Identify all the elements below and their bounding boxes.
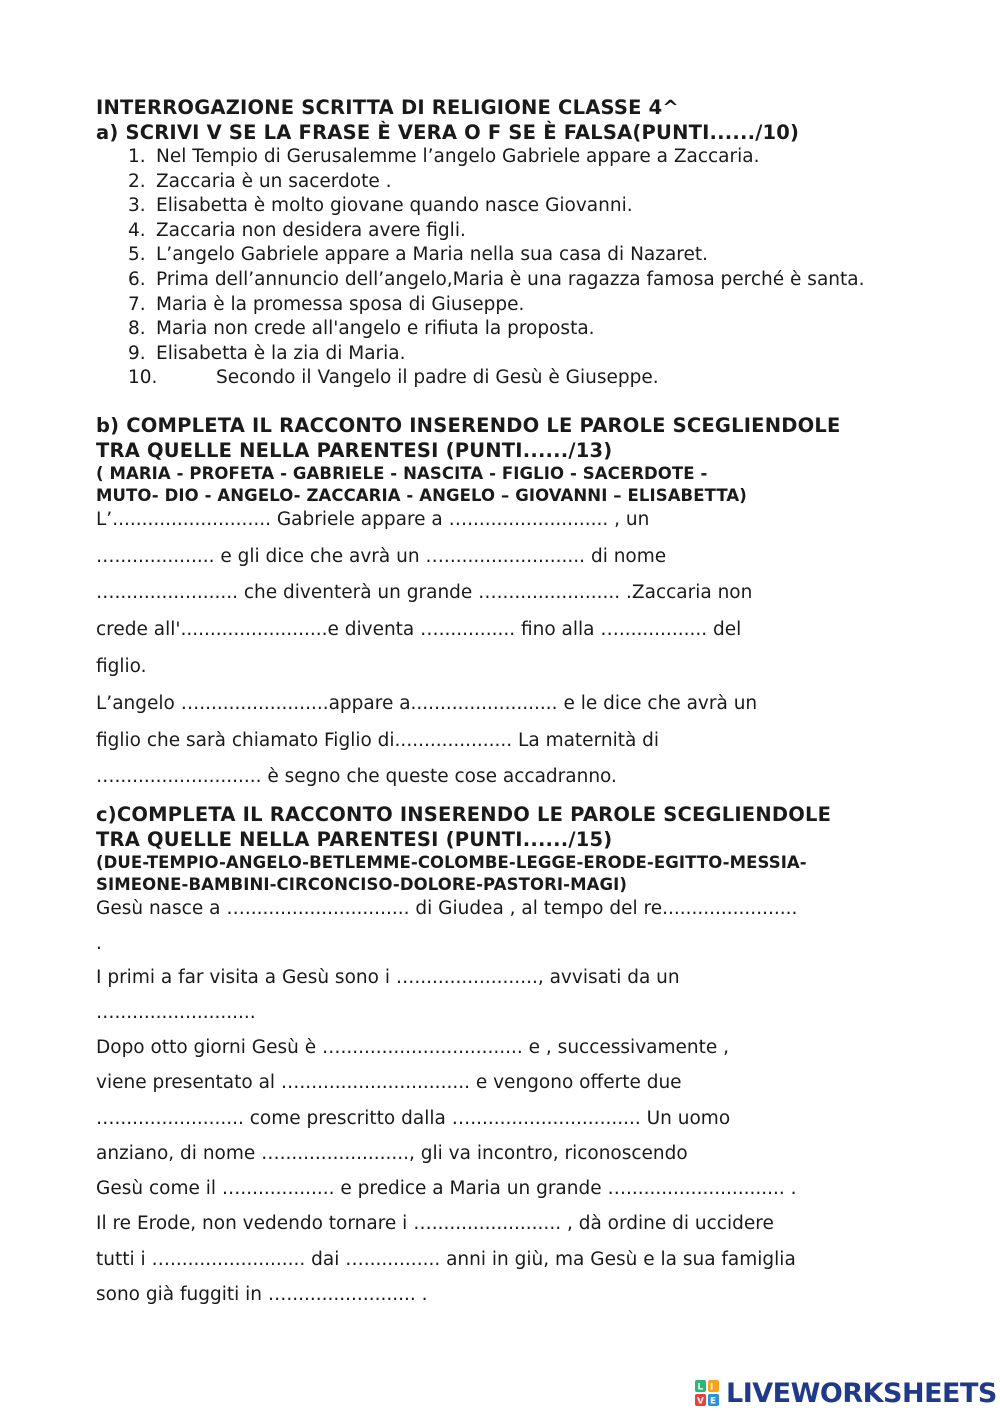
fill-in-line: Il re Erode, non vedendo tornare i …...................... , dà ordine di uccidere bbox=[96, 1213, 774, 1234]
item-number: 1. bbox=[128, 146, 146, 167]
list-item bbox=[128, 268, 888, 293]
list-item bbox=[128, 342, 888, 367]
fill-in-line: …................. e gli dice che avrà un …........................ di nome bbox=[96, 546, 667, 567]
section-b-heading: TRA QUELLE NELLA PARENTESI (PUNTI....../13) bbox=[96, 439, 613, 462]
item-text: Maria è la promessa sposa di Giuseppe. bbox=[156, 293, 525, 315]
list-item bbox=[128, 170, 888, 195]
item-text: Zaccaria non desidera avere figli. bbox=[156, 219, 466, 241]
fill-in-line: figlio che sarà chiamato Figlio di.................... La maternità di bbox=[96, 730, 660, 751]
item-text: Prima dell’annuncio dell’angelo,Maria è una ragazza famosa perché è santa. bbox=[156, 268, 865, 290]
worksheet-title: INTERROGAZIONE SCRITTA DI RELIGIONE CLASSE 4^ bbox=[96, 96, 679, 119]
svg-text:E: E bbox=[710, 1396, 717, 1407]
item-number: 4. bbox=[128, 219, 146, 241]
item-text: Nel Tempio di Gerusalemme l’angelo Gabriele appare a Zaccaria. bbox=[156, 146, 760, 167]
list-item bbox=[128, 145, 888, 170]
fill-in-line: Gesù nasce a …............................ di Giudea , al tempo del re....................... bbox=[96, 898, 798, 919]
fill-in-line: L’........................... Gabriele appare a …........................ , un bbox=[96, 509, 650, 530]
section-b-heading: b) COMPLETA IL RACCONTO INSERENDO LE PAROLE SCEGLIENDOLE bbox=[96, 414, 841, 437]
fill-in-line: …......................... è segno che queste cose accadranno. bbox=[96, 766, 617, 787]
liveworksheets-logo bbox=[694, 1376, 997, 1410]
item-text: Elisabetta è la zia di Maria. bbox=[156, 342, 406, 364]
item-number: 8. bbox=[128, 318, 146, 340]
section-b-word-bank: MUTO- DIO - ANGELO- ZACCARIA - ANGELO – GIOVANNI – ELISABETTA) bbox=[96, 486, 747, 505]
item-text: Zaccaria è un sacerdote . bbox=[156, 170, 392, 192]
item-number: 2. bbox=[128, 170, 146, 192]
fill-in-line: I primi a far visita a Gesù sono i …....................., avvisati da un bbox=[96, 967, 680, 988]
fill-in-line: anziano, di nome …......................, gli va incontro, riconoscendo bbox=[96, 1143, 688, 1164]
fill-in-line: …........................ bbox=[96, 1002, 256, 1023]
list-item bbox=[128, 293, 888, 318]
svg-text:L: L bbox=[697, 1382, 704, 1393]
list-item bbox=[128, 219, 888, 244]
fill-in-line: L’angelo …......................appare a......................... e le dice che avrà un bbox=[96, 693, 758, 714]
item-text: Maria non crede all'angelo e rifiuta la proposta. bbox=[156, 318, 595, 340]
section-b-word-bank: ( MARIA - PROFETA - GABRIELE - NASCITA - FIGLIO - SACERDOTE - bbox=[96, 464, 708, 483]
list-item bbox=[128, 194, 888, 219]
svg-text:I: I bbox=[710, 1382, 714, 1393]
list-item bbox=[128, 366, 888, 391]
fill-in-line: Gesù come il …................ e predice a Maria un grande …........................... . bbox=[96, 1178, 797, 1199]
fill-in-line: …...................... come prescritto dalla …............................. Un uomo bbox=[96, 1108, 731, 1129]
item-number: 10. bbox=[128, 367, 158, 389]
fill-in-line: Dopo otto giorni Gesù è …............................... e , successivamente , bbox=[96, 1037, 730, 1058]
item-number: 6. bbox=[128, 268, 146, 290]
item-number: 7. bbox=[128, 293, 146, 315]
fill-in-line: tutti i …....................... dai …............. anni in giù, ma Gesù e la sua famiglia bbox=[96, 1249, 796, 1270]
liveworksheets-logo-icon bbox=[694, 1378, 722, 1408]
fill-in-line: viene presentato al …............................. e vengono offerte due bbox=[96, 1072, 682, 1093]
svg-text:V: V bbox=[697, 1396, 704, 1407]
list-item bbox=[128, 243, 888, 268]
item-text: Secondo il Vangelo il padre di Gesù è Giuseppe. bbox=[216, 367, 659, 389]
fill-in-line: crede all'.........................e diventa …............. fino alla …............... del bbox=[96, 619, 742, 640]
section-c-heading: TRA QUELLE NELLA PARENTESI (PUNTI....../15) bbox=[96, 828, 613, 851]
fill-in-line: sono già fuggiti in …...................... . bbox=[96, 1284, 428, 1305]
item-text: Elisabetta è molto giovane quando nasce Giovanni. bbox=[156, 195, 633, 217]
item-number: 9. bbox=[128, 342, 146, 364]
section-c-word-bank: SIMEONE-BAMBINI-CIRCONCISO-DOLORE-PASTORI-MAGI) bbox=[96, 875, 627, 894]
section-c-word-bank: (DUE-TEMPIO-ANGELO-BETLEMME-COLOMBE-LEGGE-ERODE-EGITTO-MESSIA- bbox=[96, 853, 807, 872]
item-number: 3. bbox=[128, 195, 146, 217]
list-item bbox=[128, 317, 888, 342]
true-false-list bbox=[128, 145, 888, 391]
fill-in-line: …..................... che diventerà un grande …..................... .Zaccaria non bbox=[96, 582, 753, 603]
section-c-heading: c)COMPLETA IL RACCONTO INSERENDO LE PAROLE SCEGLIENDOLE bbox=[96, 803, 832, 826]
section-a-heading: a) SCRIVI V SE LA FRASE È VERA O F SE È FALSA(PUNTI....../10) bbox=[96, 121, 800, 144]
item-text: L’angelo Gabriele appare a Maria nella sua casa di Nazaret. bbox=[156, 244, 709, 266]
liveworksheets-logo-text: LIVEWORKSHEETS bbox=[726, 1377, 997, 1409]
item-number: 5. bbox=[128, 244, 146, 266]
fill-in-line: . bbox=[96, 933, 102, 954]
fill-in-line: figlio. bbox=[96, 656, 147, 677]
